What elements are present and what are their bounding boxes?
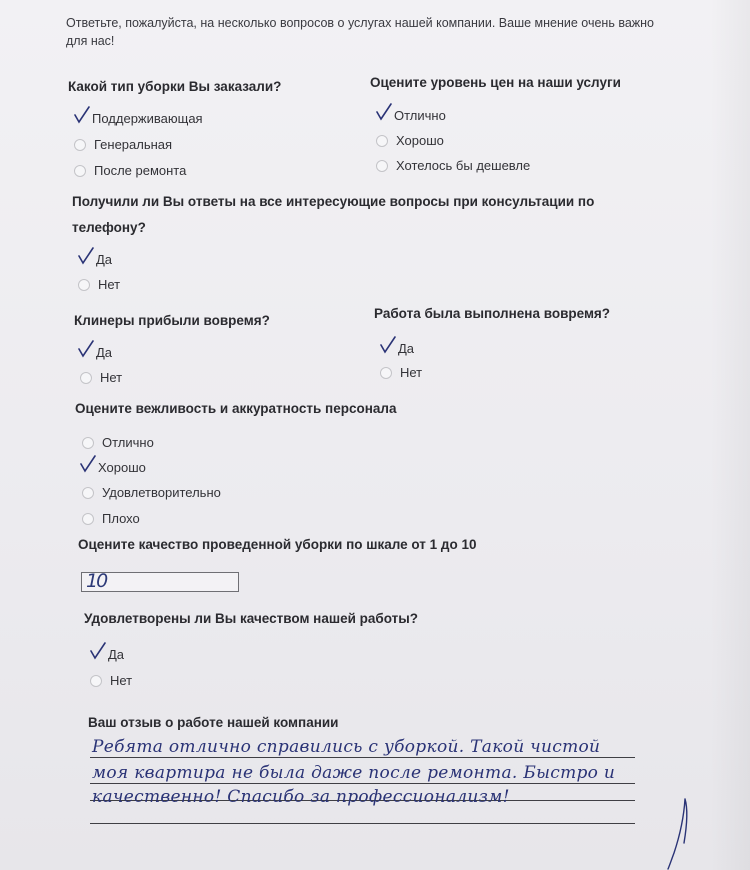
question-cleaning-type: Какой тип уборки Вы заказали? xyxy=(68,79,282,94)
checkmark-icon xyxy=(78,247,94,265)
radio-button[interactable] xyxy=(82,487,94,499)
option-work-yes[interactable] xyxy=(380,340,414,358)
option-politeness-3[interactable] xyxy=(82,484,221,502)
question-staff-politeness: Оцените вежливость и аккуратность персонала xyxy=(75,401,397,416)
option-politeness-1[interactable] xyxy=(82,434,154,452)
option-phone-no[interactable] xyxy=(78,276,120,294)
radio-button[interactable] xyxy=(82,437,94,449)
radio-button[interactable] xyxy=(376,160,388,172)
question-feedback: Ваш отзыв о работе нашей компании xyxy=(88,715,339,730)
question-arrival-on-time: Клинеры прибыли вовремя? xyxy=(74,313,270,328)
option-phone-yes[interactable] xyxy=(78,251,112,269)
option-label: Нет xyxy=(100,370,123,385)
feedback-text-line-3[interactable]: качественно! Спасибо за профессионализм! xyxy=(92,787,510,807)
option-politeness-4[interactable] xyxy=(82,510,140,528)
question-line: Получили ли Вы ответы на все интересующие вопросы при консультации по xyxy=(72,194,595,209)
option-label: После ремонта xyxy=(94,163,187,178)
option-politeness-2[interactable] xyxy=(80,459,146,477)
radio-button[interactable] xyxy=(376,135,388,147)
option-work-no[interactable] xyxy=(380,364,422,382)
option-cleaning-type-2[interactable] xyxy=(74,136,172,154)
option-price-3[interactable] xyxy=(376,157,530,175)
option-price-1[interactable] xyxy=(376,107,446,125)
question-satisfaction: Удовлетворены ли Вы качеством нашей работы? xyxy=(84,611,419,626)
option-label: Отлично xyxy=(102,435,154,450)
radio-button[interactable] xyxy=(78,279,90,291)
radio-button[interactable] xyxy=(74,165,86,177)
question-price-level: Оцените уровень цен на наши услуги xyxy=(370,75,621,90)
option-label: Хотелось бы дешевле xyxy=(396,158,531,173)
page-shadow xyxy=(710,0,750,870)
feedback-line xyxy=(90,757,635,758)
option-label: Да xyxy=(96,345,113,360)
signature-mark xyxy=(660,795,700,870)
option-label: Нет xyxy=(98,277,121,292)
radio-button[interactable] xyxy=(80,372,92,384)
checkmark-icon xyxy=(74,106,90,124)
score-value: 10 xyxy=(86,570,107,592)
checkmark-icon xyxy=(90,642,106,660)
checkmark-icon xyxy=(80,455,96,473)
question-quality-score: Оцените качество проведенной уборки по шкале от 1 до 10 xyxy=(78,537,477,552)
option-label: Нет xyxy=(400,365,423,380)
option-cleaning-type-3[interactable] xyxy=(74,162,186,180)
option-label: Отлично xyxy=(394,108,446,123)
option-arrival-no[interactable] xyxy=(80,369,122,387)
intro-text: Ответьте, пожалуйста, на несколько вопросов о услугах нашей компании. Ваше мнение очень важно для нас! xyxy=(66,16,654,48)
option-label: Удовлетворительно xyxy=(102,485,221,500)
feedback-line xyxy=(90,823,635,824)
question-phone-consultation xyxy=(72,191,594,239)
feedback-line xyxy=(90,783,635,784)
option-label: Поддерживающая xyxy=(92,111,203,126)
option-label: Генеральная xyxy=(94,137,173,152)
question-line: телефону? xyxy=(72,220,146,235)
option-label: Да xyxy=(96,252,113,267)
option-price-2[interactable] xyxy=(376,132,444,150)
radio-button[interactable] xyxy=(74,139,86,151)
option-label: Нет xyxy=(110,673,133,688)
option-label: Плохо xyxy=(102,511,140,526)
question-work-on-time: Работа была выполнена вовремя? xyxy=(374,306,611,321)
checkmark-icon xyxy=(78,340,94,358)
option-label: Да xyxy=(108,647,125,662)
option-satisfaction-yes[interactable] xyxy=(90,646,124,664)
checkmark-icon xyxy=(376,103,392,121)
option-arrival-yes[interactable] xyxy=(78,344,112,362)
radio-button[interactable] xyxy=(90,675,102,687)
option-label: Да xyxy=(398,341,415,356)
feedback-text-line-2[interactable]: моя квартира не была даже после ремонта. Быстро и xyxy=(92,763,616,783)
radio-button[interactable] xyxy=(82,513,94,525)
score-input[interactable] xyxy=(81,572,239,592)
radio-button[interactable] xyxy=(380,367,392,379)
option-satisfaction-no[interactable] xyxy=(90,672,132,690)
option-label: Хорошо xyxy=(98,460,146,475)
feedback-text-line-1[interactable]: Ребята отлично справились с уборкой. Такой чистой xyxy=(92,737,601,757)
option-cleaning-type-1[interactable] xyxy=(74,110,203,128)
checkmark-icon xyxy=(380,336,396,354)
option-label: Хорошо xyxy=(396,133,444,148)
